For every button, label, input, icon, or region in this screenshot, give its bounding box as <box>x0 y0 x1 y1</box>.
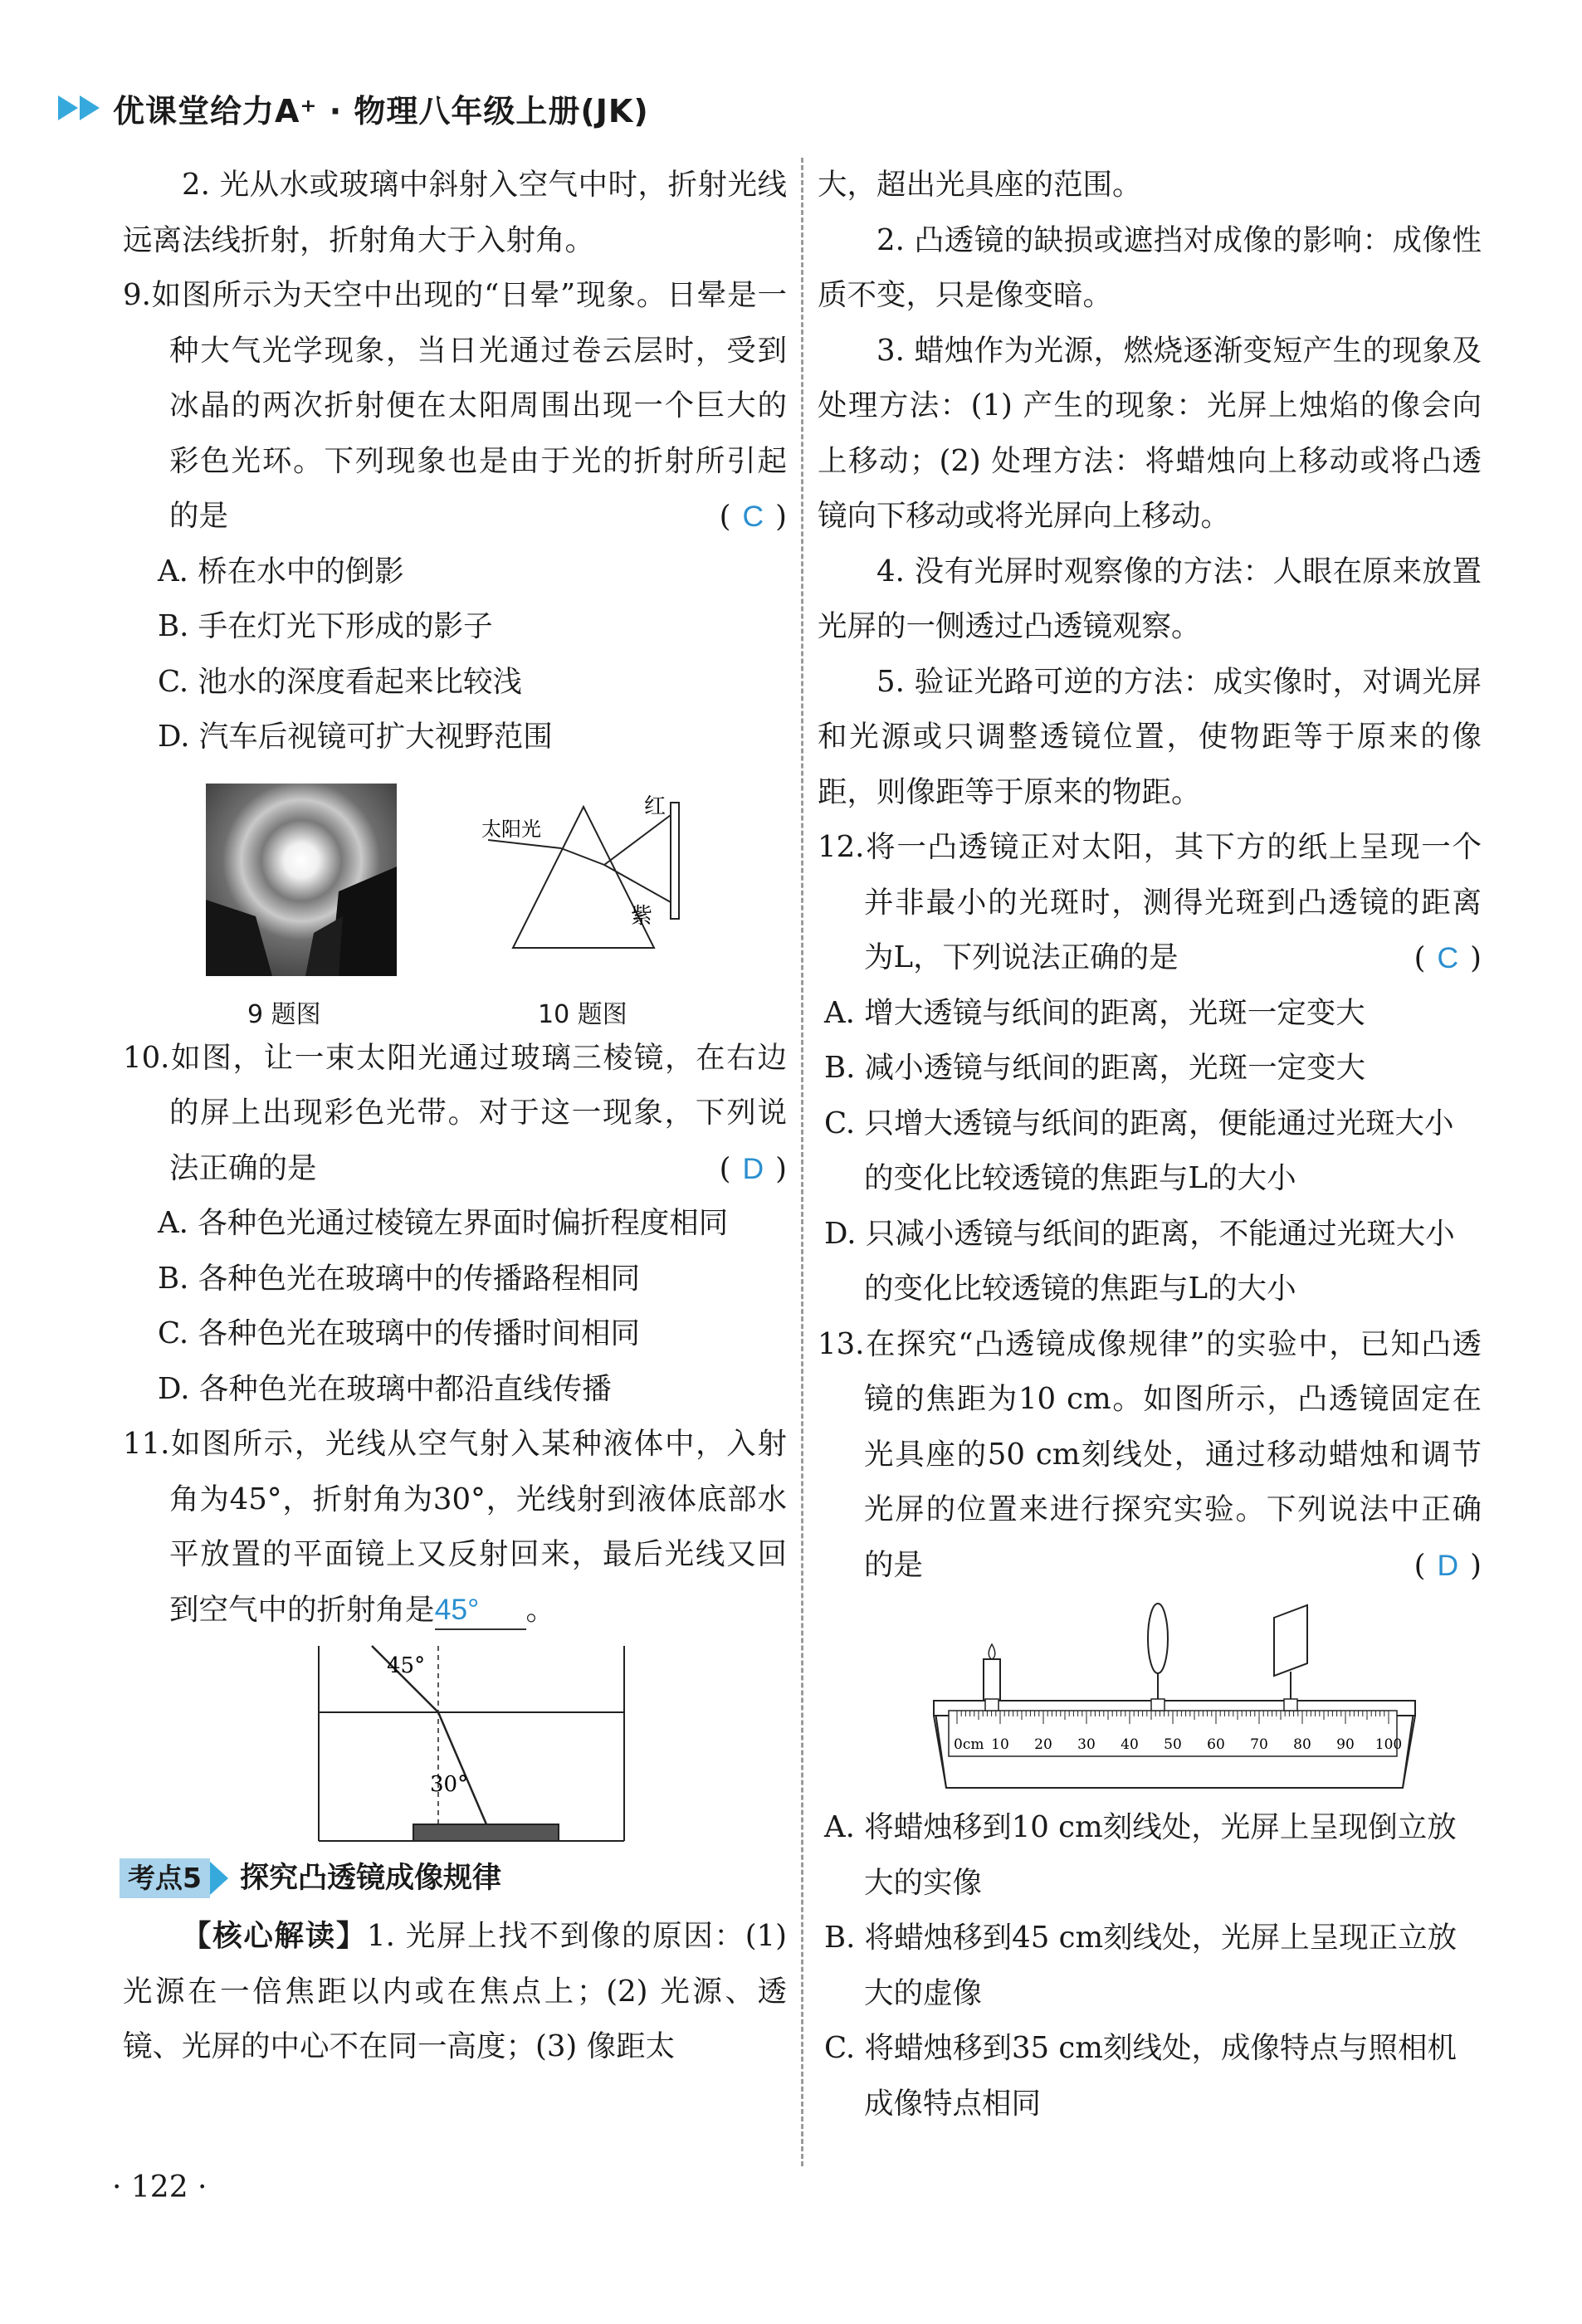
answer: C <box>1437 941 1459 974</box>
core-paragraph <box>123 1909 787 2075</box>
ruler-label: 10 <box>991 1736 1009 1753</box>
note-paragraph: 2. 凸透镜的缺损或遮挡对成像的影响：成像性质不变，只是像变暗。 <box>818 222 1482 312</box>
light-screen <box>1274 1605 1307 1676</box>
prism-diagram <box>481 790 687 973</box>
question-number: 10. <box>123 1040 170 1075</box>
option: D. 各种色光在玻璃中都沿直线传播 <box>158 1371 612 1406</box>
question-text: 如图，让一束太阳光通过玻璃三棱镜，在右边的屏上出现彩色光带。对于这一现象，下列说法正确的是 <box>169 1040 787 1185</box>
option: B. 减小透镜与纸间的距离，光斑一定变大 <box>824 1051 1366 1085</box>
answer-bracket: ( C ) <box>1414 941 1482 975</box>
convex-lens <box>1148 1604 1168 1673</box>
section-title: 探究凸透镜成像规律 <box>239 1861 501 1895</box>
answer: C <box>742 500 764 533</box>
violet-label: 紫 <box>631 903 653 929</box>
option: B. 将蜡烛移到45 cm刻线处，光屏上呈现正立放大的虚像 <box>824 1921 1457 2010</box>
option: C. 只增大透镜与纸间的距离，便能通过光斑大小的变化比较透镜的焦距与L的大小 <box>824 1106 1454 1195</box>
option: B. 手在灯光下形成的影子 <box>158 609 493 643</box>
option: A. 桥在水中的倒影 <box>158 554 404 588</box>
ruler-label: 100 <box>1374 1736 1403 1753</box>
question-9 <box>123 268 787 544</box>
column-divider <box>801 158 803 2166</box>
question-text: 如图所示，光线从空气射入某种液体中，入射角为45°，折射角为30°，光线射到液体底部水平放置的平面镜上又反射回来，最后光线又回到空气中的折射角是 <box>169 1427 787 1627</box>
option: C. 各种色光在玻璃中的传播时间相同 <box>158 1316 640 1350</box>
candle <box>984 1659 1000 1701</box>
note-paragraph: 5. 验证光路可逆的方法：成实像时，对调光屏和光源或只调整透镜位置，使物距等于原来的像距，则像距等于原来的物距。 <box>818 664 1482 809</box>
period: 。 <box>525 1592 556 1627</box>
right-column <box>818 158 1482 2131</box>
section-header <box>120 1853 787 1904</box>
figure-9-caption: 9 题图 <box>247 999 321 1029</box>
note-paragraph: 2. 光从水或玻璃中斜射入空气中时，折射光线远离法线折射，折射角大于入射角。 <box>123 168 787 257</box>
core-text: 1. 光屏上找不到像的原因：(1) 光源在一倍焦距以内或在焦点上；(2) 光源、透镜、光屏的中心不在同一高度；(3) 像距太 <box>123 1919 787 2063</box>
option: D. 只减小透镜与纸间的距离，不能通过光斑大小的变化比较透镜的焦距与L的大小 <box>824 1216 1455 1306</box>
sun-halo-photo <box>206 784 397 976</box>
figure-row-9-10 <box>123 765 787 1031</box>
ruler-label: 40 <box>1121 1736 1139 1753</box>
answer: D <box>742 1151 764 1185</box>
figure-11 <box>123 1638 787 1849</box>
sunlight-label: 太阳光 <box>481 817 541 841</box>
question-number: 12. <box>818 830 865 864</box>
ruler-label: 20 <box>1034 1736 1052 1753</box>
incidence-angle-label: 45° <box>387 1653 426 1678</box>
ruler-label: 30 <box>1077 1736 1096 1753</box>
question-12 <box>818 820 1482 986</box>
note-paragraph: 3. 蜡烛作为光源，燃烧逐渐变短产生的现象及处理方法：(1) 产生的现象：光屏上烛焰的像会向上移动；(2) 处理方法：将蜡烛向上移动或将凸透镜向下移动或将光屏向上移动。 <box>818 333 1482 533</box>
figure-10-caption: 10 题图 <box>538 999 627 1029</box>
double-arrow-icon <box>58 95 101 120</box>
question-text: 在探究“凸透镜成像规律”的实验中，已知凸透镜的焦距为10 cm。如图所示，凸透镜固定在光具座的50 cm刻线处，通过移动蜡烛和调节光屏的位置来进行探究实验。下列说法中正确的是 <box>864 1326 1482 1582</box>
note-paragraph: 4. 没有光屏时观察像的方法：人眼在原来放置光屏的一侧透过凸透镜观察。 <box>818 554 1482 643</box>
play-icon <box>210 1862 228 1895</box>
option: D. 汽车后视镜可扩大视野范围 <box>158 720 553 754</box>
answer-bracket: ( C ) <box>719 500 787 534</box>
option: A. 将蜡烛移到10 cm刻线处，光屏上呈现倒立放大的实像 <box>824 1810 1457 1900</box>
refraction-angle-label: 30° <box>430 1772 469 1797</box>
question-text: 将一凸透镜正对太阳，其下方的纸上呈现一个并非最小的光斑时，测得光斑到凸透镜的距离为L，下列说法正确的是 <box>864 830 1482 974</box>
question-number: 11. <box>123 1427 170 1461</box>
red-label: 红 <box>644 793 666 819</box>
section-tag: 考点5 <box>120 1858 210 1898</box>
ruler-label: 50 <box>1164 1736 1182 1753</box>
optical-bench-diagram <box>917 1601 1432 1796</box>
question-13 <box>818 1317 1482 1594</box>
continued-text: 大，超出光具座的范围。 <box>818 168 1142 202</box>
core-label: 【核心解读】 <box>182 1919 368 1953</box>
answer-bracket: ( D ) <box>719 1151 787 1186</box>
option: A. 增大透镜与纸间的距离，光斑一定变大 <box>824 995 1365 1030</box>
book-title: 优课堂给力A⁺ · 物理八年级上册(JK) <box>113 92 649 129</box>
ruler-label: 80 <box>1293 1736 1311 1753</box>
option: B. 各种色光在玻璃中的传播路程相同 <box>158 1261 641 1296</box>
question-number: 13. <box>818 1326 865 1361</box>
answer: D <box>1437 1548 1459 1582</box>
ruler-label: 60 <box>1207 1736 1225 1753</box>
ruler-label: 90 <box>1336 1736 1355 1753</box>
flame <box>989 1644 995 1659</box>
question-11 <box>123 1417 787 1638</box>
header <box>58 83 649 133</box>
left-column <box>123 158 787 2075</box>
answer-blank: 45° <box>435 1590 526 1630</box>
question-number: 9. <box>123 278 151 312</box>
option: C. 池水的深度看起来比较浅 <box>158 664 522 699</box>
page-number: · 122 · <box>112 2170 208 2204</box>
question-text: 如图所示为天空中出现的“日晕”现象。日晕是一种大气光学现象，当日光通过卷云层时，受到冰晶的两次折射便在太阳周围出现一个巨大的彩色光环。下列现象也是由于光的折射所引起的是 <box>150 278 787 533</box>
ruler-label: 0cm <box>954 1736 984 1753</box>
answer-bracket: ( D ) <box>1414 1548 1482 1583</box>
question-10 <box>123 1031 787 1197</box>
option: A. 各种色光通过棱镜左界面时偏折程度相同 <box>158 1206 729 1240</box>
ruler-label: 70 <box>1250 1736 1268 1753</box>
option: C. 将蜡烛移到35 cm刻线处，成像特点与照相机成像特点相同 <box>824 2031 1457 2121</box>
figure-13 <box>818 1593 1482 1800</box>
refraction-diagram <box>314 1638 629 1845</box>
